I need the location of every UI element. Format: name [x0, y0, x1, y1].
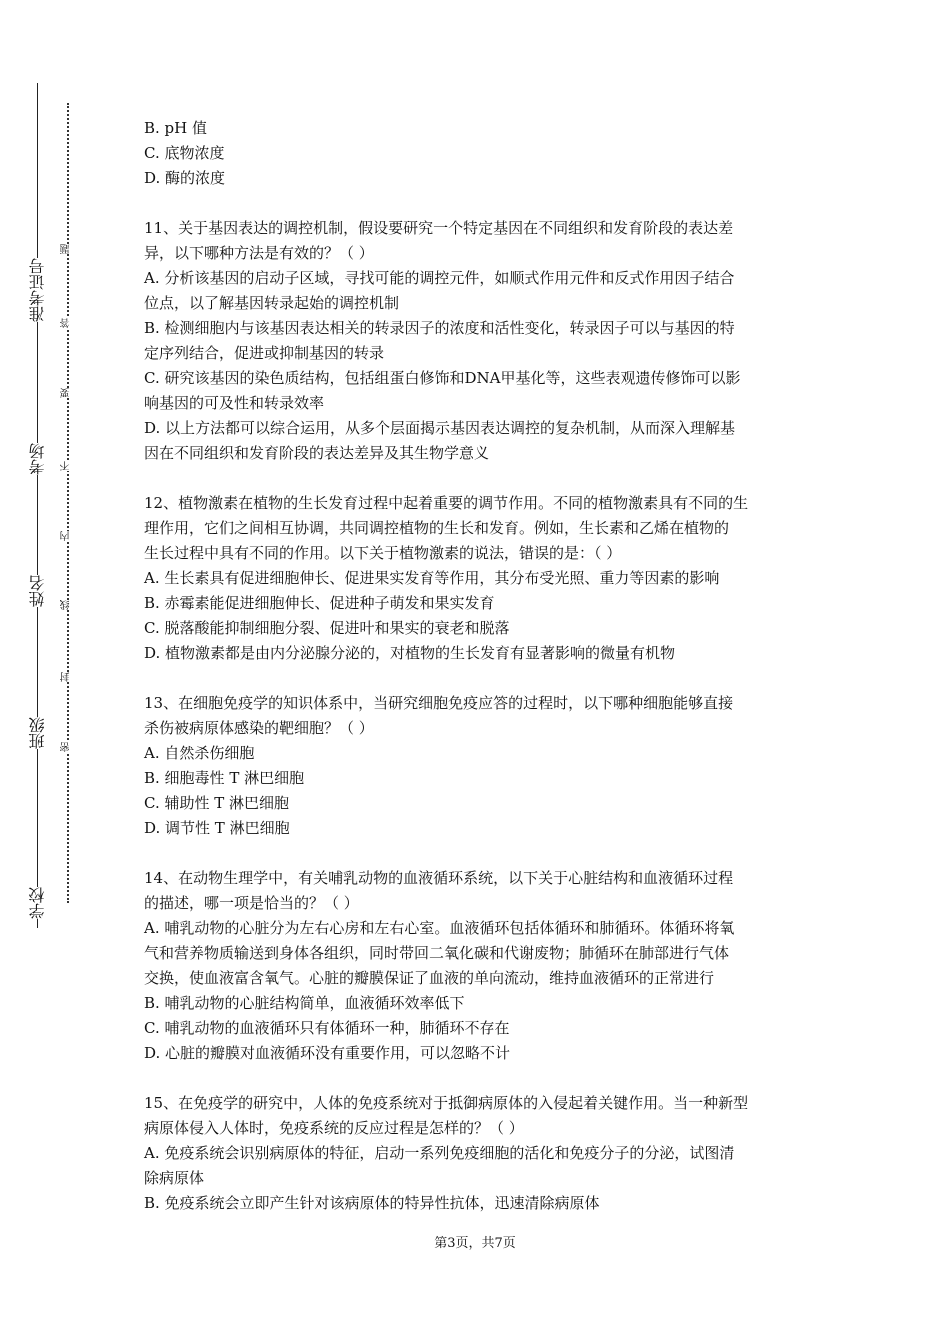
question-stem: 11、关于基因表达的调控机制，假设要研究一个特定基因在不同组织和发育阶段的表达差: [144, 219, 734, 237]
option-d: D. 心脏的瓣膜对血液循环没有重要作用，可以忽略不计: [144, 1044, 511, 1062]
option-a: 位点，以了解基因转录起始的调控机制: [144, 294, 400, 312]
seal-char: 不: [61, 461, 72, 471]
option-c: C. 脱落酸能抑制细胞分裂、促进叶和果实的衰老和脱落: [144, 619, 510, 637]
option: C. 底物浓度: [144, 144, 225, 162]
seal-char: 要: [61, 388, 72, 398]
option-a: A. 哺乳动物的心脏分为左右心房和左右心室。血液循环包括体循环和肺循环。体循环将氧: [144, 919, 735, 937]
question-12: [144, 491, 814, 666]
page-number-footer: 第3页，共7页: [434, 1236, 516, 1251]
seal-char: 线: [61, 600, 72, 610]
option: B. pH 值: [144, 119, 208, 137]
seal-char: 封: [61, 672, 72, 682]
question-stem: 12、植物激素在植物的生长发育过程中起着重要的调节作用。不同的植物激素具有不同的生: [144, 494, 749, 512]
class-label: 班级: [22, 717, 54, 749]
option-c: C. 研究该基因的染色质结构，包括组蛋白修饰和DNA甲基化等，这些表观遗传修饰可以影: [144, 369, 741, 387]
question-content: [144, 116, 814, 1216]
seal-char: 密: [61, 742, 72, 752]
option-a: 气和营养物质输送到身体各组织，同时带回二氧化碳和代谢废物；肺循环在肺部进行气体: [144, 944, 730, 962]
option-b: B. 哺乳动物的心脏结构简单，血液循环效率低下: [144, 994, 465, 1012]
option-d: 因在不同组织和发育阶段的表达差异及其生物学意义: [144, 444, 490, 462]
binding-margin: [0, 0, 120, 1344]
option-b: 定序列结合，促进或抑制基因的转录: [144, 344, 385, 362]
option-b: B. 赤霉素能促进细胞伸长、促进种子萌发和果实发育: [144, 594, 495, 612]
question-13: [144, 691, 814, 841]
question-11: [144, 216, 814, 466]
previous-question-options: [144, 116, 814, 191]
option-c: C. 辅助性 T 淋巴细胞: [144, 794, 290, 812]
seal-char: 内: [61, 531, 72, 541]
option-a: A. 生长素具有促进细胞伸长、促进果实发育等作用，其分布受光照、重力等因素的影响: [144, 569, 720, 587]
option-a: 除病原体: [144, 1169, 205, 1187]
binding-line-solid: [37, 83, 38, 928]
question-stem: 15、在免疫学的研究中，人体的免疫系统对于抵御病原体的入侵起着关键作用。当一种新型: [144, 1094, 749, 1112]
question-15: [144, 1091, 814, 1216]
question-stem: 13、在细胞免疫学的知识体系中，当研究细胞免疫应答的过程时，以下哪种细胞能够直接: [144, 694, 734, 712]
option-a: A. 免疫系统会识别病原体的特征，启动一系列免疫细胞的活化和免疫分子的分泌，试图清: [144, 1144, 735, 1162]
option-b: B. 细胞毒性 T 淋巴细胞: [144, 769, 305, 787]
seal-char: 题: [61, 244, 72, 254]
option-d: D. 调节性 T 淋巴细胞: [144, 819, 290, 837]
exam-room-label: 考场: [22, 443, 54, 475]
option-d: D. 植物激素都是由内分泌腺分泌的，对植物的生长发育有显著影响的微量有机物: [144, 644, 676, 662]
option-a: 交换，使血液富含氧气。心脏的瓣膜保证了血液的单向流动，维持血液循环的正常进行: [144, 969, 715, 987]
option-c: 响基因的可及性和转录效率: [144, 394, 325, 412]
option-b: B. 检测细胞内与该基因表达相关的转录因子的浓度和活性变化，转录因子可以与基因的特: [144, 319, 735, 337]
option-d: D. 以上方法都可以综合运用，从多个层面揭示基因表达调控的复杂机制，从而深入理解基: [144, 419, 736, 437]
question-stem: 的描述，哪一项是恰当的？（ ）: [144, 894, 359, 912]
question-stem: 14、在动物生理学中，有关哺乳动物的血液循环系统，以下关于心脏结构和血液循环过程: [144, 869, 734, 887]
option-b: B. 免疫系统会立即产生针对该病原体的特异性抗体，迅速清除病原体: [144, 1194, 600, 1212]
option-a: A. 自然杀伤细胞: [144, 744, 255, 762]
question-stem: 异，以下哪种方法是有效的？（ ）: [144, 244, 374, 262]
question-stem: 杀伤被病原体感染的靶细胞？（ ）: [144, 719, 374, 737]
seal-char: 答: [61, 318, 72, 328]
question-14: [144, 866, 814, 1066]
name-label: 姓名: [22, 575, 54, 607]
question-stem: 生长过程中具有不同的作用。以下关于植物激素的说法，错误的是：（ ）: [144, 544, 622, 562]
seal-line-dotted: [67, 103, 69, 903]
question-stem: 病原体侵入人体时，免疫系统的反应过程是怎样的？（ ）: [144, 1119, 524, 1137]
option-c: C. 哺乳动物的血液循环只有体循环一种，肺循环不存在: [144, 1019, 510, 1037]
exam-number-label: 准考证号: [22, 258, 54, 322]
school-label: 学校: [22, 887, 54, 919]
question-stem: 理作用，它们之间相互协调，共同调控植物的生长和发育。例如，生长素和乙烯在植物的: [144, 519, 730, 537]
option-a: A. 分析该基因的启动子区域，寻找可能的调控元件，如顺式作用元件和反式作用因子结合: [144, 269, 735, 287]
option: D. 酶的浓度: [144, 169, 226, 187]
